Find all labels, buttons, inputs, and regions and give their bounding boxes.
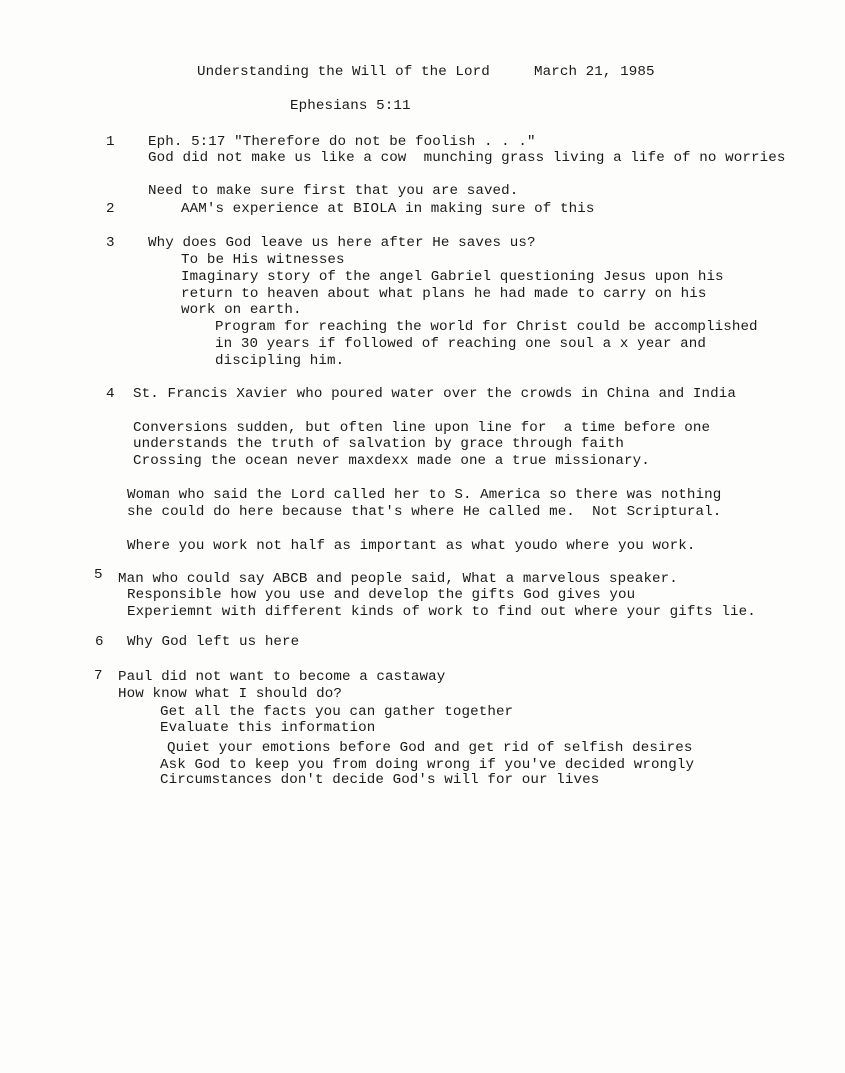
text-line: work on earth. bbox=[181, 302, 302, 318]
document-title: Understanding the Will of the Lord bbox=[197, 64, 490, 80]
text-line: Conversions sudden, but often line upon line for a time before one bbox=[133, 420, 711, 436]
text-line: St. Francis Xavier who poured water over the crowds in China and India bbox=[133, 386, 736, 402]
point-number: 3 bbox=[106, 235, 115, 251]
text-line: Where you work not half as important as what youdo where you work. bbox=[127, 538, 696, 554]
text-line: Woman who said the Lord called her to S. America so there was nothing bbox=[127, 487, 722, 503]
point-number: 4 bbox=[106, 386, 115, 402]
text-line: Man who could say ABCB and people said, What a marvelous speaker. bbox=[118, 571, 678, 587]
text-line: Why does God leave us here after He saves us? bbox=[148, 235, 536, 251]
text-line: To be His witnesses bbox=[181, 252, 345, 268]
text-line: understands the truth of salvation by grace through faith bbox=[133, 436, 624, 452]
text-line: Quiet your emotions before God and get rid of selfish desires bbox=[167, 740, 693, 756]
text-line: AAM's experience at BIOLA in making sure of this bbox=[181, 201, 595, 217]
text-line: Need to make sure first that you are saved. bbox=[148, 183, 519, 199]
text-line: discipling him. bbox=[215, 353, 345, 369]
point-number: 5 bbox=[94, 567, 103, 583]
text-line: Eph. 5:17 "Therefore do not be foolish . . ." bbox=[148, 134, 536, 150]
point-number: 6 bbox=[95, 634, 104, 650]
text-line: Why God left us here bbox=[127, 634, 300, 650]
text-line: Imaginary story of the angel Gabriel questioning Jesus upon his bbox=[181, 269, 724, 285]
scripture-reference: Ephesians 5:11 bbox=[290, 98, 411, 114]
text-line: Circumstances don't decide God's will for our lives bbox=[160, 772, 600, 788]
point-number: 7 bbox=[94, 668, 103, 684]
text-line: Program for reaching the world for Christ could be accomplished bbox=[215, 319, 758, 335]
point-number: 2 bbox=[106, 201, 115, 217]
text-line: Responsible how you use and develop the gifts God gives you bbox=[127, 587, 636, 603]
text-line: Evaluate this information bbox=[160, 720, 376, 736]
text-line: she could do here because that's where He called me. Not Scriptural. bbox=[127, 504, 722, 520]
text-line: How know what I should do? bbox=[118, 686, 342, 702]
text-line: God did not make us like a cow munching grass living a life of no worries bbox=[148, 150, 786, 166]
document-date: March 21, 1985 bbox=[534, 64, 655, 80]
text-line: Paul did not want to become a castaway bbox=[118, 669, 446, 685]
text-line: in 30 years if followed of reaching one soul a x year and bbox=[215, 336, 706, 352]
text-line: Crossing the ocean never maxdexx made one a true missionary. bbox=[133, 453, 650, 469]
text-line: Get all the facts you can gather together bbox=[160, 704, 514, 720]
point-number: 1 bbox=[106, 134, 115, 150]
text-line: Ask God to keep you from doing wrong if you've decided wrongly bbox=[160, 757, 695, 773]
text-line: Experiemnt with different kinds of work to find out where your gifts lie. bbox=[127, 604, 756, 620]
text-line: return to heaven about what plans he had made to carry on his bbox=[181, 286, 707, 302]
